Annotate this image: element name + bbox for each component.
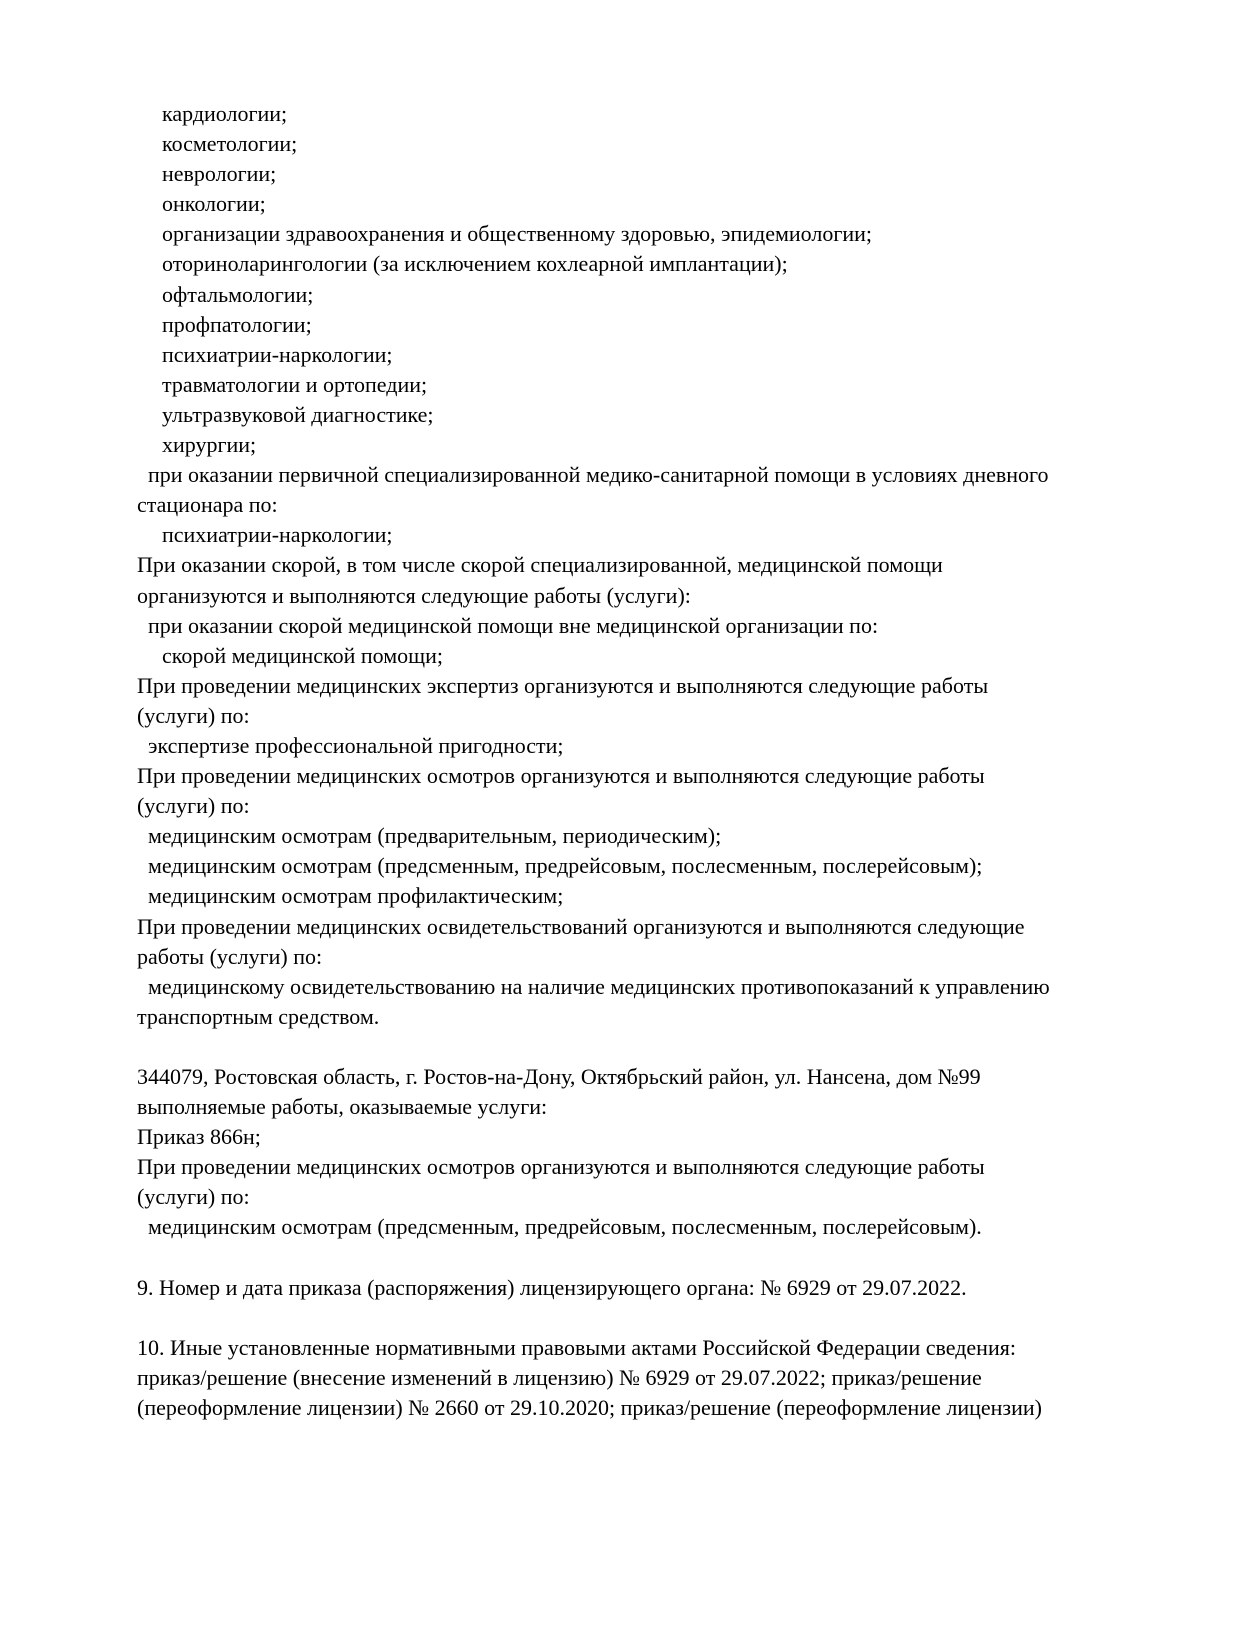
text-line: приказ/решение (внесение изменений в лицензию) № 6929 от 29.07.2022; приказ/решение	[137, 1364, 982, 1390]
text-line: психиатрии-наркологии;	[162, 522, 393, 548]
blank-line	[137, 1303, 1197, 1333]
text-line: травматологии и ортопедии;	[162, 371, 428, 397]
text-line: хирургии;	[162, 432, 257, 458]
text-line: медицинским осмотрам (предварительным, периодическим);	[148, 823, 722, 849]
text-line: При проведении медицинских освидетельствований организуются и выполняются следующие	[137, 913, 1025, 939]
text-line: при оказании скорой медицинской помощи вне медицинской организации по:	[148, 612, 879, 638]
blank-line	[137, 1032, 1197, 1062]
text-line: работы (услуги) по:	[137, 943, 323, 969]
text-line: медицинским осмотрам профилактическим;	[148, 883, 564, 909]
text-line: 10. Иные установленные нормативными правовыми актами Российской Федерации сведения:	[137, 1334, 1016, 1360]
text-line: скорой медицинской помощи;	[162, 642, 444, 668]
text-line: онкологии;	[162, 191, 266, 217]
text-line: 9. Номер и дата приказа (распоряжения) лицензирующего органа: № 6929 от 29.07.2022.	[137, 1274, 967, 1300]
text-line: организации здравоохранения и общественному здоровью, эпидемиологии;	[162, 221, 873, 247]
text-line: При проведении медицинских экспертиз организуются и выполняются следующие работы	[137, 672, 989, 698]
text-line: (услуги) по:	[137, 702, 250, 728]
text-line: (услуги) по:	[137, 1184, 250, 1210]
text-line: профпатологии;	[162, 311, 312, 337]
text-line: медицинским осмотрам (предсменным, предрейсовым, послесменным, послерейсовым);	[148, 853, 983, 879]
text-line: 344079, Ростовская область, г. Ростов-на-Дону, Октябрьский район, ул. Нансена, дом №99	[137, 1064, 981, 1089]
text-line: кардиологии;	[162, 101, 288, 126]
text-line: выполняемые работы, оказываемые услуги:	[137, 1094, 548, 1120]
document-body	[137, 99, 1197, 1423]
text-line: ультразвуковой диагностике;	[162, 401, 434, 427]
text-line: психиатрии-наркологии;	[162, 341, 393, 367]
text-line: стационара по:	[137, 492, 278, 518]
text-line: медицинскому освидетельствованию на наличие медицинских противопоказаний к управлению	[148, 973, 1050, 999]
text-line: Приказ 866н;	[137, 1124, 261, 1150]
text-line: экспертизе профессиональной пригодности;	[148, 732, 564, 758]
text-line: медицинским осмотрам (предсменным, предрейсовым, послесменным, послерейсовым).	[148, 1214, 982, 1240]
text-line: офтальмологии;	[162, 281, 314, 307]
blank-line	[137, 1243, 1197, 1273]
text-line: При оказании скорой, в том числе скорой специализированной, медицинской помощи	[137, 552, 943, 578]
text-line: при оказании первичной специализированной медико-санитарной помощи в условиях дневного	[148, 462, 1049, 488]
text-line: организуются и выполняются следующие работы (услуги):	[137, 582, 691, 608]
text-line: При проведении медицинских осмотров организуются и выполняются следующие работы	[137, 763, 985, 789]
text-line: (услуги) по:	[137, 793, 250, 819]
text-line: При проведении медицинских осмотров организуются и выполняются следующие работы	[137, 1154, 985, 1180]
text-line: оториноларингологии (за исключением кохлеарной имплантации);	[162, 251, 788, 277]
text-line: косметологии;	[162, 131, 298, 157]
text-line: неврологии;	[162, 161, 277, 187]
text-line: (переоформление лицензии) № 2660 от 29.10.2020; приказ/решение (переоформление лицензии)	[137, 1395, 1042, 1421]
text-line: транспортным средством.	[137, 1003, 380, 1029]
